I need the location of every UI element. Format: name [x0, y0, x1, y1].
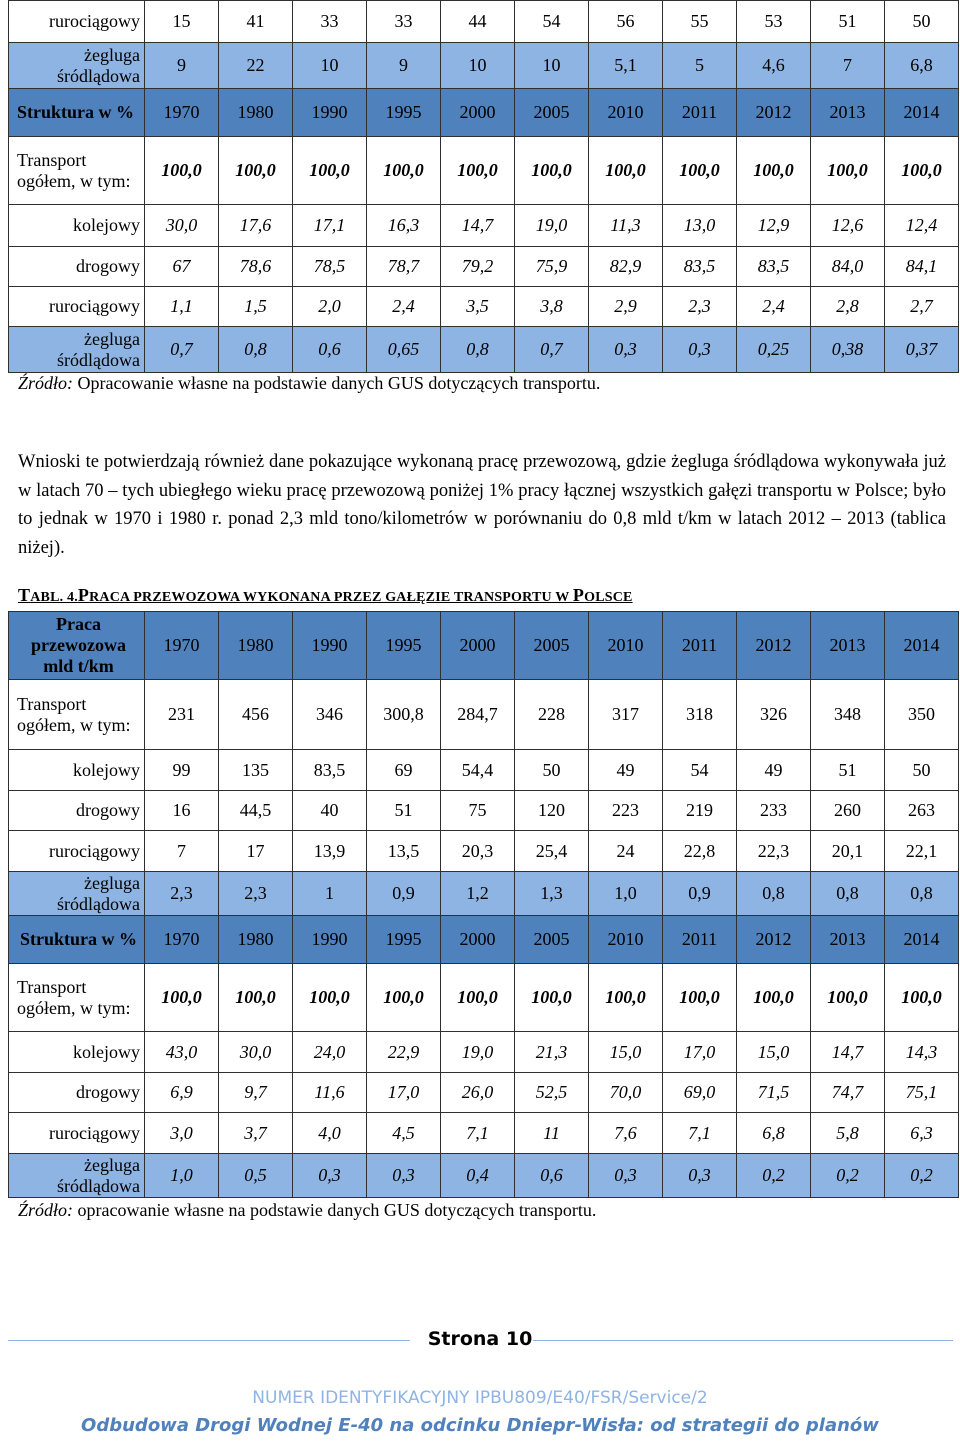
- table-cell: 1,0: [145, 1154, 219, 1198]
- table-cell: 1,1: [145, 287, 219, 327]
- table-row: [9, 791, 959, 831]
- table-cell: 4,5: [367, 1113, 441, 1154]
- table-cell: 100,0: [737, 137, 811, 205]
- table-cell: 2010: [589, 89, 663, 137]
- table-cell: 11,6: [293, 1073, 367, 1113]
- table-cell: 5,1: [589, 43, 663, 89]
- table-cell: 0,38: [811, 327, 885, 373]
- table-cell: 83,5: [293, 750, 367, 791]
- table-cell: 2000: [441, 89, 515, 137]
- table-cell: 7,6: [589, 1113, 663, 1154]
- table-cell: 33: [293, 1, 367, 43]
- table-row: [9, 89, 959, 137]
- table-cell: 4,0: [293, 1113, 367, 1154]
- table-cell: 49: [737, 750, 811, 791]
- table-cell: 1990: [293, 916, 367, 964]
- table-cell: 219: [663, 791, 737, 831]
- table-cell: 1995: [367, 612, 441, 680]
- table-cell: 100,0: [811, 964, 885, 1032]
- table-cell: 6,9: [145, 1073, 219, 1113]
- table-row: [9, 1113, 959, 1154]
- table-2-title: TABL. 4.PRACA PRZEWOZOWA WYKONANA PRZEZ GAŁĘZIE TRANSPORTU W POLSCE: [18, 585, 633, 605]
- row-label: rurociągowy: [9, 1, 145, 43]
- table-cell: 0,3: [589, 327, 663, 373]
- table-cell: 1: [293, 872, 367, 916]
- table-cell: 13,0: [663, 205, 737, 247]
- table-cell: 78,6: [219, 247, 293, 287]
- table-cell: 16,3: [367, 205, 441, 247]
- table-cell: 22,8: [663, 831, 737, 872]
- table-cell: 1990: [293, 89, 367, 137]
- table-row: [9, 327, 959, 373]
- table-cell: 19,0: [441, 1032, 515, 1073]
- table-cell: 2,7: [885, 287, 959, 327]
- table-cell: 56: [589, 1, 663, 43]
- table-cell: 231: [145, 680, 219, 750]
- table-cell: 2,9: [589, 287, 663, 327]
- table-cell: 2,3: [219, 872, 293, 916]
- table-cell: 30,0: [219, 1032, 293, 1073]
- table-cell: 83,5: [737, 247, 811, 287]
- table-cell: 2,4: [737, 287, 811, 327]
- row-label: żegluga śródlądowa: [9, 327, 145, 373]
- table-cell: 75,1: [885, 1073, 959, 1113]
- table-cell: 0,3: [663, 327, 737, 373]
- table-cell: 0,4: [441, 1154, 515, 1198]
- table-cell: 3,0: [145, 1113, 219, 1154]
- table-cell: 100,0: [367, 964, 441, 1032]
- table-cell: 78,7: [367, 247, 441, 287]
- table-cell: 2,3: [663, 287, 737, 327]
- table-cell: 326: [737, 680, 811, 750]
- table-cell: 223: [589, 791, 663, 831]
- row-label: Transport ogółem, w tym:: [9, 680, 145, 750]
- table-cell: 135: [219, 750, 293, 791]
- table-cell: 5,8: [811, 1113, 885, 1154]
- table-cell: 3,7: [219, 1113, 293, 1154]
- table-cell: 20,1: [811, 831, 885, 872]
- table-cell: 2000: [441, 916, 515, 964]
- table-cell: 75: [441, 791, 515, 831]
- table-cell: 10: [293, 43, 367, 89]
- table-cell: 0,3: [367, 1154, 441, 1198]
- table-cell: 41: [219, 1, 293, 43]
- table-row: [9, 872, 959, 916]
- table-cell: 100,0: [145, 137, 219, 205]
- row-label: rurociągowy: [9, 287, 145, 327]
- table-cell: 5: [663, 43, 737, 89]
- table-cell: 300,8: [367, 680, 441, 750]
- table-cell: 1,2: [441, 872, 515, 916]
- table-cell: 100,0: [589, 964, 663, 1032]
- table-cell: 350: [885, 680, 959, 750]
- table-cell: 19,0: [515, 205, 589, 247]
- table-cell: 24,0: [293, 1032, 367, 1073]
- table-cell: 100,0: [219, 137, 293, 205]
- table-cell: 1,3: [515, 872, 589, 916]
- table-cell: 2012: [737, 916, 811, 964]
- table-cell: 2011: [663, 612, 737, 680]
- table-cell: 55: [663, 1, 737, 43]
- table-cell: 54,4: [441, 750, 515, 791]
- table-cell: 1,0: [589, 872, 663, 916]
- table-cell: 50: [885, 750, 959, 791]
- table-cell: 75,9: [515, 247, 589, 287]
- table-cell: 0,2: [737, 1154, 811, 1198]
- table-2-source: Źródło: opracowanie własne na podstawie danych GUS dotyczących transportu.: [18, 1200, 597, 1220]
- table-cell: 14,7: [811, 1032, 885, 1073]
- table-cell: 0,7: [515, 327, 589, 373]
- table-row: [9, 916, 959, 964]
- table-cell: 1995: [367, 89, 441, 137]
- table-cell: 0,65: [367, 327, 441, 373]
- body-paragraph: Wnioski te potwierdzają również dane pokazujące wykonaną pracę przewozową, gdzie żegluga śródlądowa wykonywała już w latach 70 – tych ubiegłego wieku pracę przewozową poniżej 1% pracy łącznej wszystkich gałęzi transportu w Polsce; było to jednak w 1970 i 1980 r. ponad 2,3 mld tono/kilometrów w porównaniu do 0,8 mld t/km w latach 2012 – 2013 (tablica niżej).: [18, 452, 946, 558]
- table-cell: 2013: [811, 612, 885, 680]
- table-cell: 2013: [811, 89, 885, 137]
- table-cell: 7,1: [441, 1113, 515, 1154]
- table-cell: 0,9: [663, 872, 737, 916]
- row-label: rurociągowy: [9, 1113, 145, 1154]
- table-cell: 20,3: [441, 831, 515, 872]
- table-cell: 16: [145, 791, 219, 831]
- table-cell: 44,5: [219, 791, 293, 831]
- table-cell: 100,0: [441, 964, 515, 1032]
- table-cell: 10: [441, 43, 515, 89]
- table-cell: 3,8: [515, 287, 589, 327]
- table-cell: 74,7: [811, 1073, 885, 1113]
- table-cell: 0,8: [219, 327, 293, 373]
- table-cell: 53: [737, 1, 811, 43]
- table-cell: 0,3: [663, 1154, 737, 1198]
- table-cell: 21,3: [515, 1032, 589, 1073]
- table-cell: 100,0: [885, 137, 959, 205]
- table-row: [9, 680, 959, 750]
- table-cell: 2010: [589, 916, 663, 964]
- table-cell: 1990: [293, 612, 367, 680]
- table-cell: 9: [145, 43, 219, 89]
- table-cell: 260: [811, 791, 885, 831]
- table-cell: 2010: [589, 612, 663, 680]
- table-cell: 33: [367, 1, 441, 43]
- table-cell: 1995: [367, 916, 441, 964]
- table-cell: 100,0: [885, 964, 959, 1032]
- row-label: kolejowy: [9, 1032, 145, 1073]
- table-cell: 120: [515, 791, 589, 831]
- table-cell: 26,0: [441, 1073, 515, 1113]
- table-cell: 9: [367, 43, 441, 89]
- table-cell: 100,0: [441, 137, 515, 205]
- table-cell: 43,0: [145, 1032, 219, 1073]
- table-cell: 0,37: [885, 327, 959, 373]
- table-cell: 1970: [145, 612, 219, 680]
- table-cell: 84,0: [811, 247, 885, 287]
- table-1-source: Źródło: Opracowanie własne na podstawie danych GUS dotyczących transportu.: [18, 373, 601, 393]
- table-cell: 0,8: [737, 872, 811, 916]
- table-cell: 318: [663, 680, 737, 750]
- table-cell: 2014: [885, 89, 959, 137]
- table-cell: 7: [811, 43, 885, 89]
- table-cell: 0,8: [885, 872, 959, 916]
- document-id: NUMER IDENTYFIKACYJNY IPBU809/E40/FSR/Service/2: [252, 1388, 708, 1408]
- table-cell: 0,3: [293, 1154, 367, 1198]
- table-cell: 100,0: [219, 964, 293, 1032]
- table-cell: 78,5: [293, 247, 367, 287]
- table-cell: 0,2: [811, 1154, 885, 1198]
- table-row: [9, 137, 959, 205]
- table-cell: 0,3: [589, 1154, 663, 1198]
- table-cell: 0,25: [737, 327, 811, 373]
- table-cell: 100,0: [145, 964, 219, 1032]
- table-cell: 51: [811, 1, 885, 43]
- table-1: [8, 0, 959, 373]
- table-cell: 10: [515, 43, 589, 89]
- table-cell: 24: [589, 831, 663, 872]
- table-cell: 12,9: [737, 205, 811, 247]
- row-label: Struktura w %: [9, 916, 145, 964]
- row-label: żegluga śródlądowa: [9, 1154, 145, 1198]
- table-row: [9, 1073, 959, 1113]
- table-cell: 100,0: [663, 964, 737, 1032]
- row-label: Struktura w %: [9, 89, 145, 137]
- table-cell: 233: [737, 791, 811, 831]
- table-cell: 17,6: [219, 205, 293, 247]
- table-cell: 100,0: [293, 137, 367, 205]
- table-cell: 100,0: [367, 137, 441, 205]
- table-cell: 54: [663, 750, 737, 791]
- table-cell: 2,3: [145, 872, 219, 916]
- table-cell: 25,4: [515, 831, 589, 872]
- table-cell: 30,0: [145, 205, 219, 247]
- table-cell: 0,8: [811, 872, 885, 916]
- row-label: żegluga śródlądowa: [9, 43, 145, 89]
- table-cell: 15,0: [589, 1032, 663, 1073]
- table-row: [9, 831, 959, 872]
- document-title: Odbudowa Drogi Wodnej E-40 na odcinku Dniepr-Wisła: od strategii do planów: [81, 1415, 879, 1436]
- row-label: drogowy: [9, 791, 145, 831]
- table-cell: 1980: [219, 612, 293, 680]
- row-label: kolejowy: [9, 205, 145, 247]
- table-cell: 2005: [515, 612, 589, 680]
- table-cell: 84,1: [885, 247, 959, 287]
- table-row: [9, 964, 959, 1032]
- table-cell: 9,7: [219, 1073, 293, 1113]
- row-label: Praca przewozowa mld t/km: [9, 612, 145, 680]
- table-cell: 1980: [219, 89, 293, 137]
- table-cell: 2011: [663, 89, 737, 137]
- table-cell: 2014: [885, 612, 959, 680]
- table-cell: 346: [293, 680, 367, 750]
- table-cell: 284,7: [441, 680, 515, 750]
- table-cell: 1980: [219, 916, 293, 964]
- table-cell: 348: [811, 680, 885, 750]
- table-cell: 317: [589, 680, 663, 750]
- table-cell: 4,6: [737, 43, 811, 89]
- table-cell: 51: [811, 750, 885, 791]
- table-cell: 14,7: [441, 205, 515, 247]
- table-row: [9, 247, 959, 287]
- table-cell: 12,6: [811, 205, 885, 247]
- page-number: Strona 10: [427, 1328, 533, 1350]
- table-cell: 83,5: [663, 247, 737, 287]
- table-cell: 0,2: [885, 1154, 959, 1198]
- table-cell: 100,0: [737, 964, 811, 1032]
- table-cell: 2005: [515, 89, 589, 137]
- table-cell: 11,3: [589, 205, 663, 247]
- table-cell: 263: [885, 791, 959, 831]
- table-cell: 69,0: [663, 1073, 737, 1113]
- row-label: drogowy: [9, 247, 145, 287]
- table-cell: 11: [515, 1113, 589, 1154]
- table-cell: 2013: [811, 916, 885, 964]
- table-cell: 44: [441, 1, 515, 43]
- table-row: [9, 1154, 959, 1198]
- table-cell: 2000: [441, 612, 515, 680]
- table-cell: 1970: [145, 89, 219, 137]
- table-cell: 67: [145, 247, 219, 287]
- row-label: Transport ogółem, w tym:: [9, 137, 145, 205]
- table-cell: 99: [145, 750, 219, 791]
- table-cell: 17,1: [293, 205, 367, 247]
- table-cell: 51: [367, 791, 441, 831]
- table-cell: 70,0: [589, 1073, 663, 1113]
- table-cell: 69: [367, 750, 441, 791]
- table-cell: 17,0: [367, 1073, 441, 1113]
- table-cell: 13,9: [293, 831, 367, 872]
- table-cell: 3,5: [441, 287, 515, 327]
- table-cell: 2,4: [367, 287, 441, 327]
- table-cell: 0,6: [293, 327, 367, 373]
- table-cell: 14,3: [885, 1032, 959, 1073]
- table-cell: 100,0: [589, 137, 663, 205]
- table-cell: 17: [219, 831, 293, 872]
- table-cell: 2,0: [293, 287, 367, 327]
- table-cell: 50: [515, 750, 589, 791]
- table-cell: 2014: [885, 916, 959, 964]
- table-cell: 100,0: [293, 964, 367, 1032]
- table-cell: 6,8: [885, 43, 959, 89]
- table-cell: 100,0: [515, 137, 589, 205]
- row-label: kolejowy: [9, 750, 145, 791]
- table-cell: 2,8: [811, 287, 885, 327]
- table-cell: 15,0: [737, 1032, 811, 1073]
- table-cell: 22: [219, 43, 293, 89]
- table-cell: 12,4: [885, 205, 959, 247]
- row-label: rurociągowy: [9, 831, 145, 872]
- table-row: [9, 750, 959, 791]
- table-row: [9, 1, 959, 43]
- row-label: żegluga śródlądowa: [9, 872, 145, 916]
- table-cell: 52,5: [515, 1073, 589, 1113]
- table-cell: 0,9: [367, 872, 441, 916]
- table-row: [9, 205, 959, 247]
- table-cell: 2005: [515, 916, 589, 964]
- table-cell: 2011: [663, 916, 737, 964]
- table-cell: 0,7: [145, 327, 219, 373]
- table-cell: 1970: [145, 916, 219, 964]
- table-cell: 71,5: [737, 1073, 811, 1113]
- table-cell: 6,3: [885, 1113, 959, 1154]
- table-cell: 6,8: [737, 1113, 811, 1154]
- table-cell: 0,5: [219, 1154, 293, 1198]
- table-cell: 13,5: [367, 831, 441, 872]
- table-cell: 40: [293, 791, 367, 831]
- table-cell: 100,0: [663, 137, 737, 205]
- table-cell: 0,6: [515, 1154, 589, 1198]
- table-cell: 22,3: [737, 831, 811, 872]
- table-cell: 7,1: [663, 1113, 737, 1154]
- table-cell: 22,1: [885, 831, 959, 872]
- table-cell: 100,0: [811, 137, 885, 205]
- table-cell: 456: [219, 680, 293, 750]
- table-2: [8, 611, 959, 1198]
- table-cell: 17,0: [663, 1032, 737, 1073]
- table-row: [9, 287, 959, 327]
- table-cell: 49: [589, 750, 663, 791]
- table-cell: 22,9: [367, 1032, 441, 1073]
- row-label: Transport ogółem, w tym:: [9, 964, 145, 1032]
- table-cell: 7: [145, 831, 219, 872]
- table-row: [9, 1032, 959, 1073]
- table-cell: 100,0: [515, 964, 589, 1032]
- table-cell: 79,2: [441, 247, 515, 287]
- table-cell: 50: [885, 1, 959, 43]
- table-cell: 54: [515, 1, 589, 43]
- row-label: drogowy: [9, 1073, 145, 1113]
- table-cell: 2012: [737, 89, 811, 137]
- table-row: [9, 43, 959, 89]
- table-cell: 82,9: [589, 247, 663, 287]
- table-row: [9, 612, 959, 680]
- table-cell: 2012: [737, 612, 811, 680]
- table-cell: 15: [145, 1, 219, 43]
- table-cell: 228: [515, 680, 589, 750]
- table-cell: 0,8: [441, 327, 515, 373]
- table-cell: 1,5: [219, 287, 293, 327]
